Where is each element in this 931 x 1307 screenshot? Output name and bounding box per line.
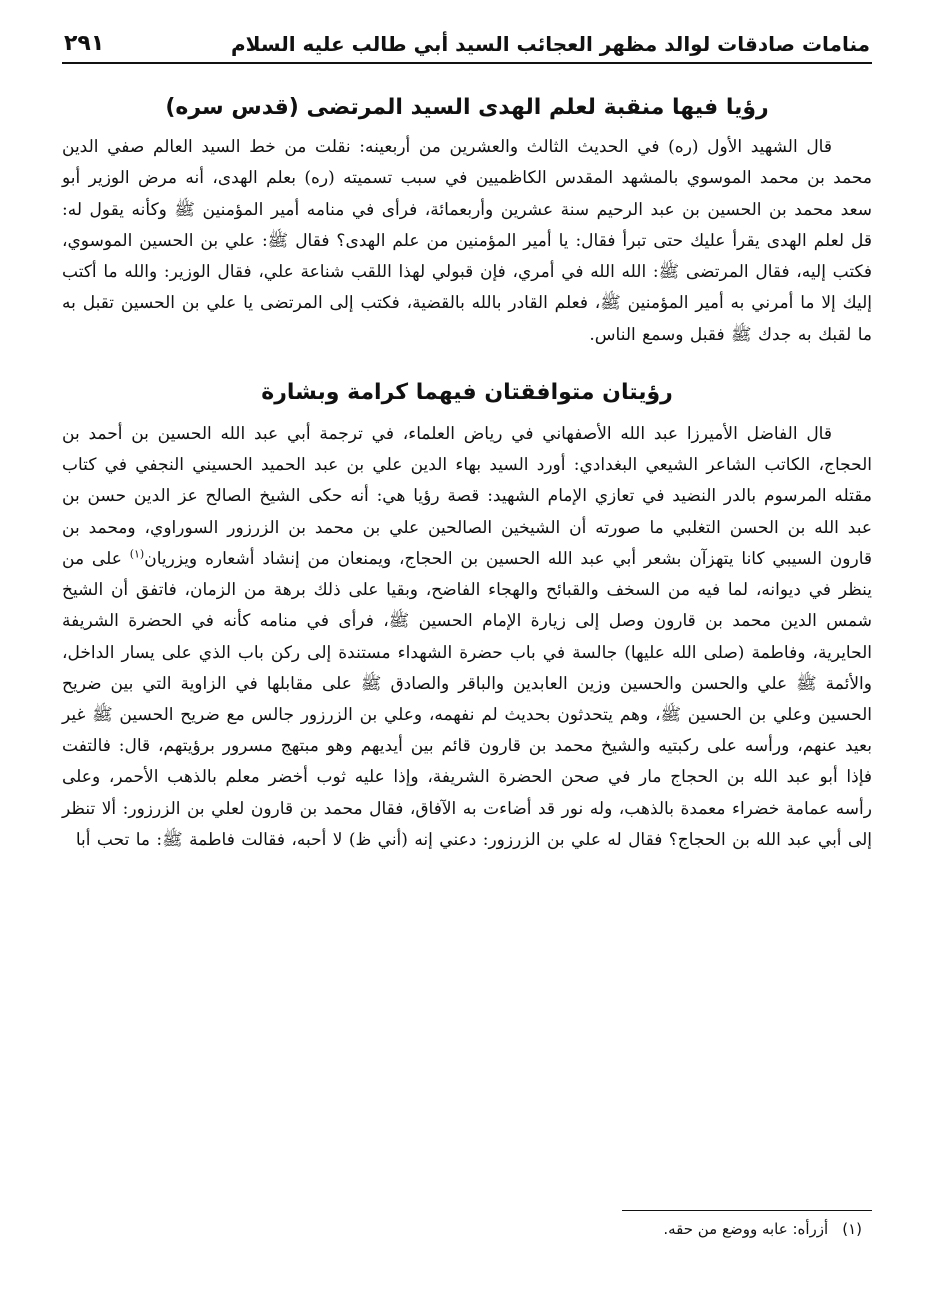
section-1-paragraph: قال الشهيد الأول (ره) في الحديث الثالث والعشرين من أربعينه: نقلت من خط السيد العالم صفي الدين محمد بن محمد الموسوي بالمشهد المقدس الكاظميين في سبب تسميته (ره) بعلم الهدى، أنه مرض الوزير أبو سعد محمد بن الحسين بن عبد الرحيم سنة عشرين وأربعمائة، فرأى في منامه أمير المؤمنين ﷺ وكأنه يقول له: قل لعلم الهدى يقرأ عليك حتى تبرأ فقال: يا أمير المؤمنين من علم الهدى؟ فقال ﷺ: علي بن الحسين الموسوي، فكتب إليه، فقال المرتضى ﷺ: الله الله في أمري، فإن قبولي لهذا اللقب شناعة علي، فقال الوزير: والله ما أكتب إليك إلا ما أمرني به أمير المؤمنين ﷺ، فعلم القادر بالله بالقضية، فكتب إلى المرتضى يا علي بن الحسين تقبل به ما لقبك به جدك ﷺ فقبل وسمع الناس. — [62, 137, 872, 345]
footnote-number: (١) — [842, 1220, 862, 1238]
footnote-text: أزرأه: عابه ووضع من حقه. — [663, 1220, 829, 1238]
paragraph-text-part-2: على من ينظر في ديوانه، لما فيه من السخف والقبائح والهجاء الفاضح، وبقيا على ذلك برهة من الزمان، فاتفق أن الشيخ شمس الدين محمد بن قارون وصل إلى زيارة الإمام الحسين ﷺ، فرأى في منامه كأنه في الحضرة الشريفة الحايرية، وفاطمة (صلى الله عليها) جالسة في باب حضرة الشهداء مستندة إلى ركن باب الذي على يسار الداخل، والأئمة ﷺ علي والحسن والحسين وزين العابدين والباقر والصادق ﷺ على مقابلها في الزاوية التي بين ضريح الحسين وعلي بن الحسين ﷺ، وهم يتحدثون بحديث لم نفهمه، وعلي بن الزرزور جالس مع ضريح الحسين ﷺ غير بعيد عنهم، ورأسه على ركبتيه والشيخ محمد بن قارون قائم بين أيديهم وهو مبتهج مسرور برؤيتهم، قال: فالتفت فإذا أبو عبد الله بن الحجاج مار في صحن الحضرة الشريفة، وإذا عليه ثوب أخضر معلم بالذهب الأحمر، وعلى رأسه عمامة خضراء معمدة بالذهب، وله نور قد أضاءت به الآفاق، فقال محمد بن قارون لعلي بن الزرزور: ألا تنظر إلى أبي عبد الله بن الحجاج؟ فقال له علي بن الزرزور: دعني إنه (أني ظ) لا أحبه، فقالت فاطمة ﷺ: ما تحب أبا — [62, 548, 872, 850]
book-page — [62, 20, 872, 1280]
section-2-paragraph — [62, 419, 872, 856]
section-heading-1: رؤيا فيها منقبة لعلم الهدى السيد المرتضى (قدس سره) — [165, 95, 769, 120]
page-number: ٢٩١ — [64, 31, 105, 56]
footnote-reference[interactable]: (١) — [129, 547, 145, 561]
running-header — [62, 20, 872, 64]
paragraph-text-part-1: قال الفاضل الأميرزا عبد الله الأصفهاني في رياض العلماء، في ترجمة أبي عبد الله الحسين بن أحمد بن الحجاج، الكاتب الشاعر الشيعي البغدادي: أورد السيد بهاء الدين علي بن عبد الحميد الحسيني النجفي في كتاب مقتله المرسوم بالدر النضيد في تعازي الإمام الشهيد: قصة رؤيا هي: أنه حكى الشيخ الصالح عز الدين حسن بن عبد الله بن الحسن التغلبي ما صورته أن الشيخين الصالحين علي بن محمد بن الزرزور السوراوي، ومحمد بن قارون السيبي كانا يتهزآن بشعر أبي عبد الله الحسين بن الحجاج، ويمنعان من إنشاد أشعاره ويزريان — [62, 424, 872, 569]
footnote-divider — [622, 1210, 872, 1211]
running-title: منامات صادقات لوالد مظهر العجائب السيد أبي طالب عليه السلام — [231, 32, 870, 56]
section-heading-2: رؤيتان متوافقتان فيهما كرامة وبشارة — [261, 380, 673, 406]
footnote — [663, 1220, 862, 1238]
